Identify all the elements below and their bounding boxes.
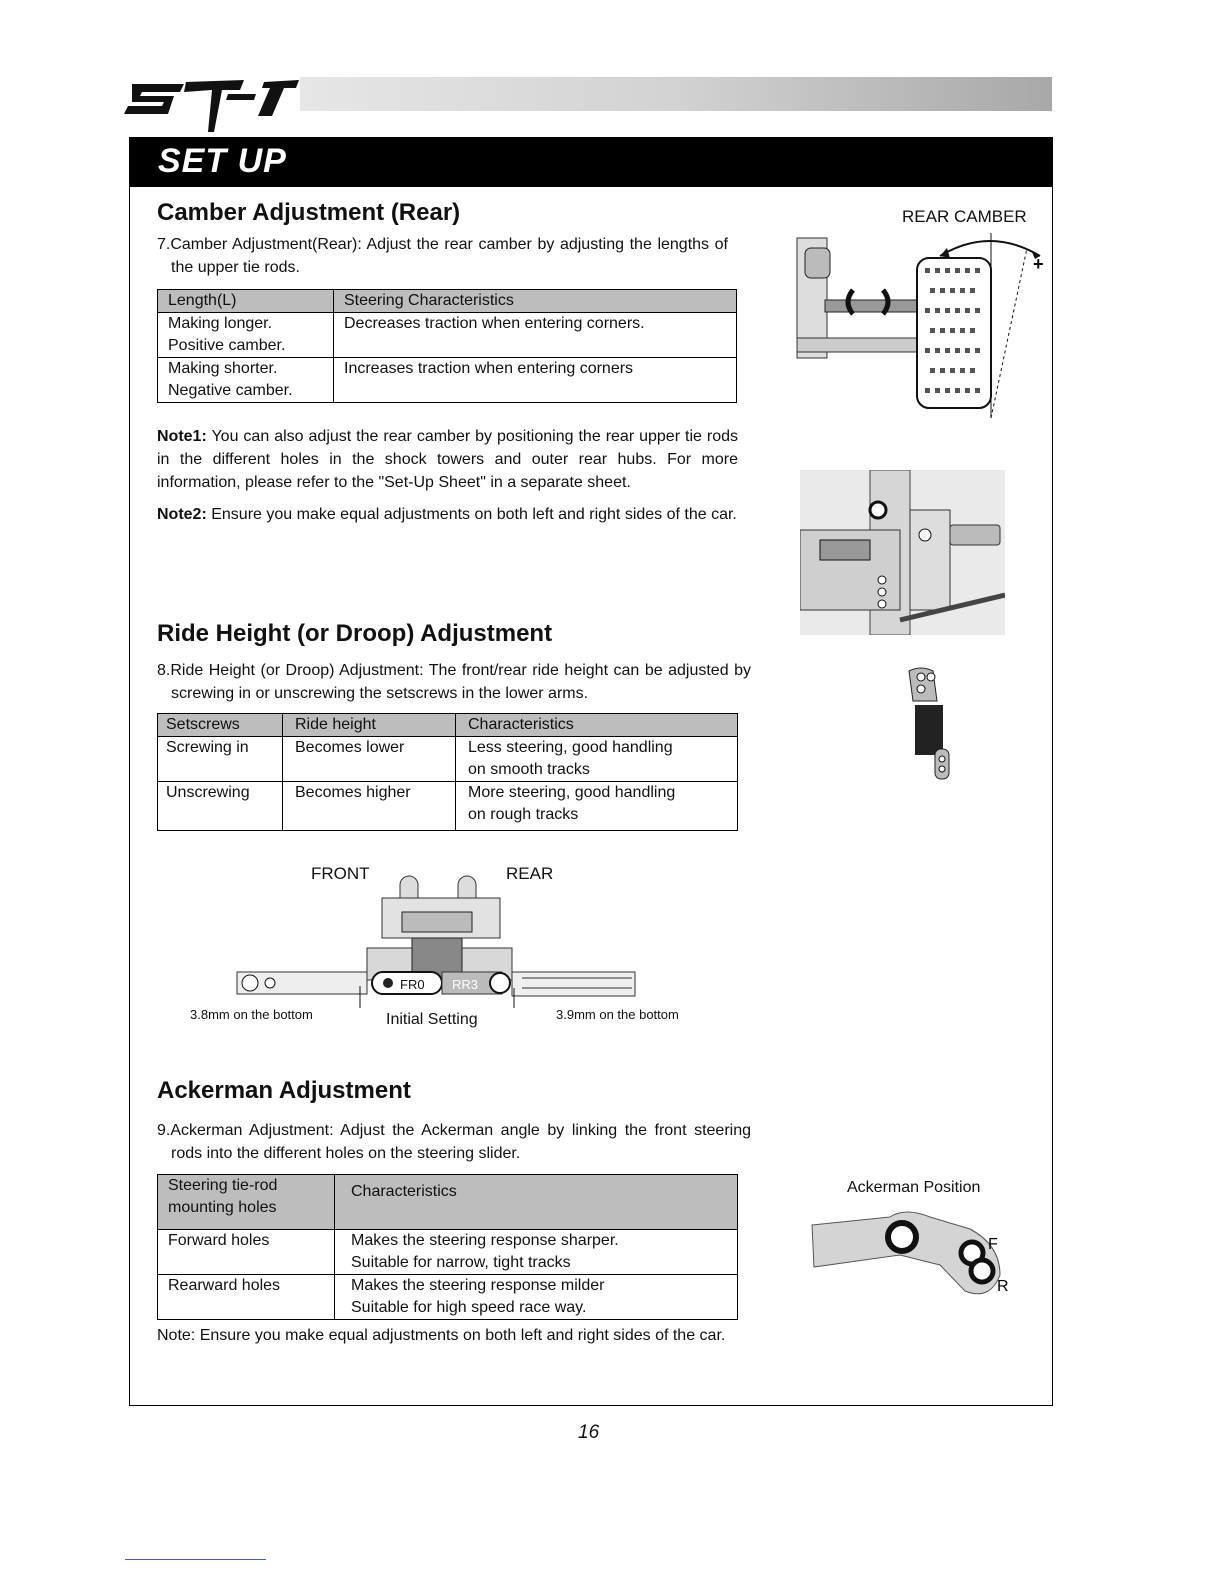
rear-hub-illustration bbox=[905, 665, 955, 785]
ackerman-position-illustration bbox=[810, 1205, 1020, 1300]
table-row bbox=[158, 737, 738, 782]
ackerman-intro: 9.Ackerman Adjustment: Adjust the Ackerman angle by linking the front steering rods into the different holes on the steering slider. bbox=[157, 1122, 751, 1162]
camber-intro: 7.Camber Adjustment(Rear): Adjust the rear camber by adjusting the lengths of the upper tie rods. bbox=[157, 236, 728, 276]
camber-note2 bbox=[157, 503, 738, 526]
camber-plus-label: + bbox=[1033, 254, 1044, 274]
ackerman-table-header: Characteristics bbox=[335, 1175, 738, 1230]
ackerman-r-label: R bbox=[997, 1278, 1009, 1295]
ride-table-header: Setscrews bbox=[158, 714, 283, 737]
footer-rule bbox=[125, 1559, 266, 1560]
camber-table-header: Steering Characteristics bbox=[334, 290, 737, 313]
ride-height-table bbox=[157, 713, 738, 831]
ackerman-f-label: F bbox=[988, 1236, 998, 1253]
table-cell: Increases traction when entering corners bbox=[334, 358, 737, 403]
rear-camber-label: REAR CAMBER bbox=[902, 207, 1027, 226]
camber-note1 bbox=[157, 425, 738, 494]
header-gradient-bar bbox=[300, 77, 1052, 111]
fr-tag: FR0 bbox=[400, 977, 425, 992]
table-row bbox=[158, 782, 738, 831]
st1-logo bbox=[124, 70, 309, 138]
right-bottom-note: 3.9mm on the bottom bbox=[556, 1007, 679, 1022]
logo-text: ST-1 bbox=[126, 130, 129, 131]
table-cell: Rearward holes bbox=[158, 1275, 335, 1320]
ride-height-diagram bbox=[232, 868, 642, 1008]
ackerman-table-header: Steering tie-rod mounting holes bbox=[158, 1175, 335, 1230]
note2-text: Ensure you make equal adjustments on both left and right sides of the car. bbox=[206, 506, 737, 523]
ride-table-header: Ride height bbox=[283, 714, 456, 737]
table-cell: Unscrewing bbox=[158, 782, 283, 831]
table-row bbox=[158, 1275, 738, 1320]
ride-table-header: Characteristics bbox=[456, 714, 738, 737]
table-row bbox=[158, 313, 737, 358]
table-cell: Decreases traction when entering corners. bbox=[334, 313, 737, 358]
note2-label: Note2: bbox=[157, 506, 207, 523]
rr-tag: RR3 bbox=[452, 977, 479, 992]
table-cell: Forward holes bbox=[158, 1230, 335, 1275]
ride-height-intro: 8.Ride Height (or Droop) Adjustment: The front/rear ride height can be adjusted by screwing in or unscrewing the setscrews in the lower arms. bbox=[157, 662, 751, 702]
table-cell: Making longer. Positive camber. bbox=[158, 313, 334, 358]
table-cell: Becomes lower bbox=[283, 737, 456, 782]
shock-tower-illustration bbox=[800, 470, 1005, 635]
table-cell: Makes the steering response milder Suitable for high speed race way. bbox=[335, 1275, 738, 1320]
front-label: FRONT bbox=[311, 864, 370, 883]
left-bottom-note: 3.8mm on the bottom bbox=[190, 1007, 313, 1022]
ride-height-heading: Ride Height (or Droop) Adjustment bbox=[157, 620, 553, 647]
table-cell: Becomes higher bbox=[283, 782, 456, 831]
table-cell: Makes the steering response sharper. Suitable for narrow, tight tracks bbox=[335, 1230, 738, 1275]
ackerman-note: Note: Ensure you make equal adjustments on both left and right sides of the car. bbox=[157, 1327, 726, 1344]
table-row bbox=[158, 358, 737, 403]
camber-heading: Camber Adjustment (Rear) bbox=[157, 199, 461, 226]
page-number: 16 bbox=[578, 1422, 600, 1443]
table-cell: More steering, good handling on rough tracks bbox=[456, 782, 738, 831]
table-cell: Making shorter. Negative camber. bbox=[158, 358, 334, 403]
table-cell: Screwing in bbox=[158, 737, 283, 782]
initial-setting-label: Initial Setting bbox=[386, 1011, 478, 1028]
rear-label: REAR bbox=[506, 864, 554, 883]
section-title: SET UP bbox=[158, 142, 287, 180]
note1-label: Note1: bbox=[157, 428, 207, 445]
note1-text: You can also adjust the rear camber by positioning the rear upper tie rods in the different holes in the shock towers and outer rear hubs. For more information, please refer to the "Set-Up Sheet" in a separate sheet. bbox=[157, 428, 738, 491]
ackerman-table bbox=[157, 1174, 738, 1320]
table-cell: Less steering, good handling on smooth tracks bbox=[456, 737, 738, 782]
rear-camber-illustration bbox=[795, 228, 1050, 423]
table-row bbox=[158, 1230, 738, 1275]
camber-table-header: Length(L) bbox=[158, 290, 334, 313]
camber-table bbox=[157, 289, 737, 403]
ackerman-heading: Ackerman Adjustment bbox=[157, 1077, 411, 1104]
ackerman-position-label: Ackerman Position bbox=[847, 1179, 981, 1196]
